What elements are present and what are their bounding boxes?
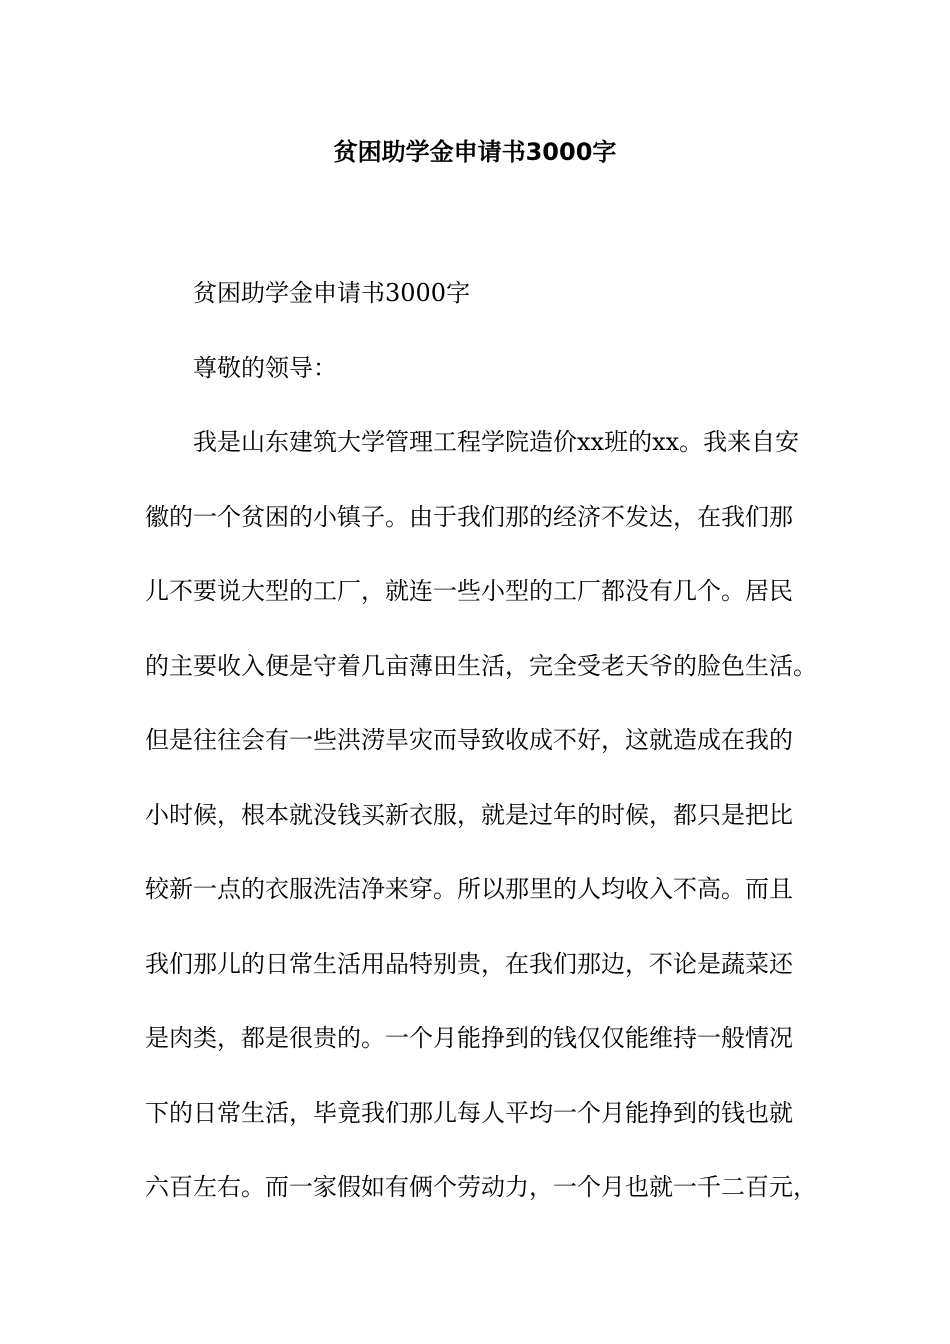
paragraph-line: 是肉类，都是很贵的。一个月能挣到的钱仅仅能维持一般情况 — [145, 1024, 793, 1052]
paragraph-line: 徽的一个贫困的小镇子。由于我们那的经济不发达，在我们那 — [145, 502, 793, 531]
paragraph-line: 我是山东建筑大学管理工程学院造价xx班的xx。我来自安 — [193, 428, 800, 456]
paragraph-line: 下的日常生活，毕竟我们那儿每人平均一个月能挣到的钱也就 — [145, 1098, 793, 1127]
body-heading-line: 贫困助学金申请书3000字 — [193, 279, 471, 307]
paragraph-line: 我们那儿的日常生活用品特别贵，在我们那边，不论是蔬菜还 — [145, 949, 793, 978]
paragraph-line: 但是往往会有一些洪涝旱灾而导致收成不好，这就造成在我的 — [145, 726, 793, 754]
salutation-line: 尊敬的领导： — [193, 353, 337, 382]
document-title: 贫困助学金申请书3000字 — [333, 138, 617, 166]
paragraph-line: 的主要收入便是守着几亩薄田生活，完全受老天爷的脸色生活。 — [145, 651, 817, 680]
document-body — [145, 256, 815, 1225]
paragraph-line: 儿不要说大型的工厂，就连一些小型的工厂都没有几个。居民 — [145, 577, 793, 605]
paragraph-line: 较新一点的衣服洗洁净来穿。所以那里的人均收入不高。而且 — [145, 875, 793, 903]
paragraph-line: 六百左右。而一家假如有俩个劳动力，一个月也就一千二百元， — [145, 1173, 817, 1201]
paragraph-line: 小时候，根本就没钱买新衣服，就是过年的时候，都只是把比 — [145, 800, 793, 829]
